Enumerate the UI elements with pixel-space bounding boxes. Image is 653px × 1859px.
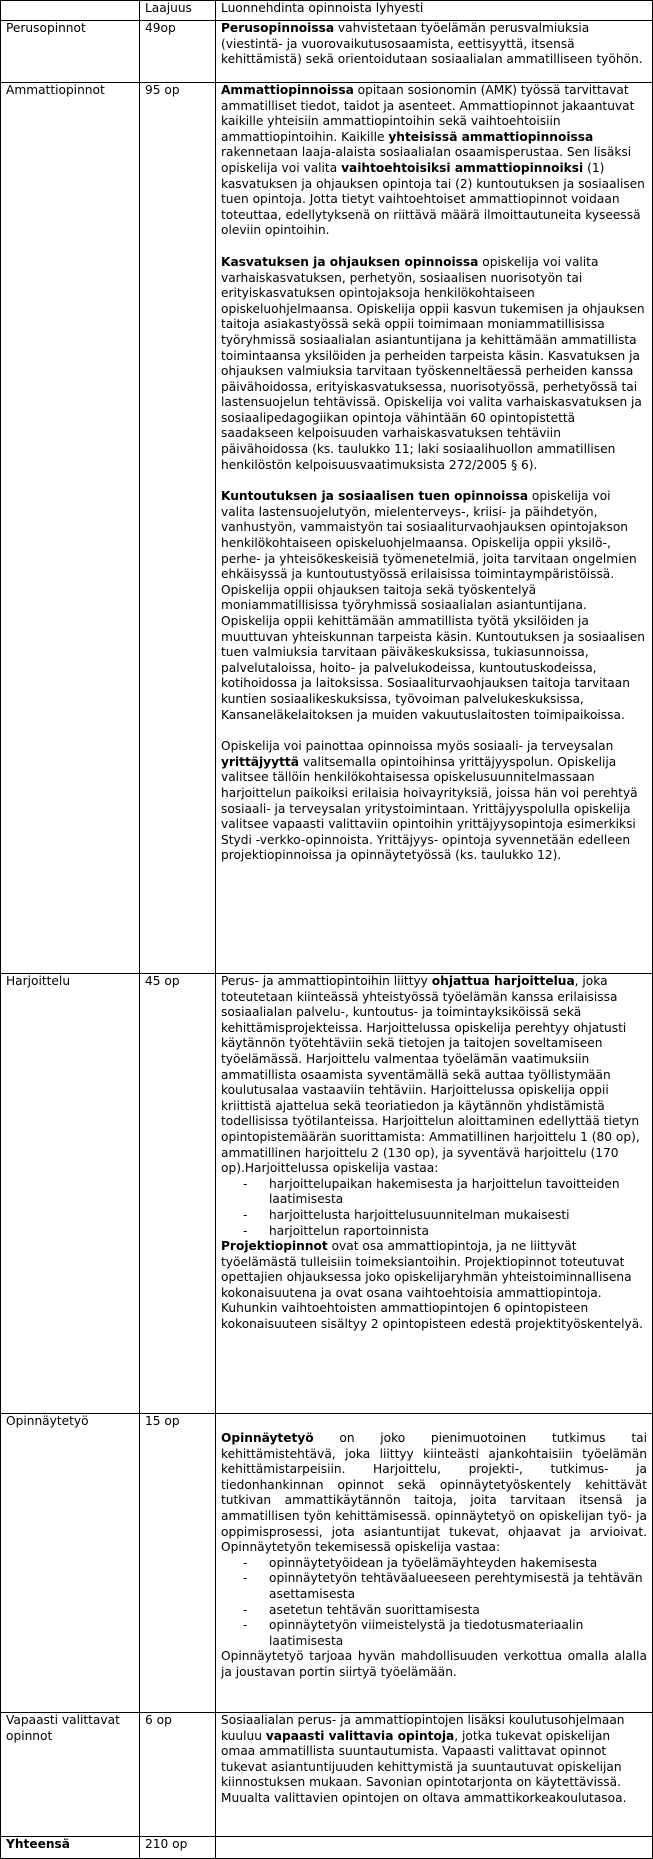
description-paragraph — [221, 21, 647, 68]
paragraph-text: valitsemalla opintoihinsa yrittäjyyspolun. Opiskelija valitsee tällöin henkilökohtaisessa opiskelusuunnitelmassaan harjoittelun paikoiksi erilaisia hoivayrityksiä, joissa hän voi perehtyä sosiaali- ja terveysalan yritystoimintaan. Yrittäjyyspolulla opiskelija valitsee vapaasti valittaviin opintoihin yrittäjyysopintoja esimerkiksi Stydi -verkko-opinnoista. Yrittäjyys- opintoja syvennetään edelleen projektiopinnoissa ja opinnäytetyössä (ks. taulukko 12). — [221, 754, 638, 863]
paragraph-text: opiskelija voi valita lastensuojelutyön, mielenterveys-, kriisi- ja päihdetyön, vanhustyön, vammaistyön tai sosiaaliturvaohjauksen opintojakson henkilökohtaiseen opiskeluohjelmaansa. Opiskelija oppii yksilö-, perhe- ja yhteisökeskeisiä työmenetelmiä, joita tarvitaan ongelmien ehkäisyssä ja kuntoutustyössä erilaisissa toimintaympäristöissä. Opiskelija oppii ohjauksen taitoja sekä työskentelyä moniammatillisissa työryhmissä sosiaalialan asiantuntijana. Opiskelija oppii kehittämään ammatillista työtä yksilöiden ja muuttuvan yhteiskunnan tarpeista käsin. Kuntoutuksen ja sosiaalisen tuen valmiuksia tarvitaan päiväkeskuksissa, tukiasunnoissa, palvelutaloissa, hoito- ja palvelukodeissa, kuntoutuskodeissa, kotihoidossa ja laitoksissa. Sosiaaliturvaohjauksen taitoja tarvitaan kuntien sosiaalikeskuksissa, työvoiman palvelukeskuksissa, Kansaneläkelaitoksen ja muiden vakuutuslaitosten toimipaikoissa. — [221, 489, 645, 722]
paragraph-text: rakennetaan laaja-alaista sosiaalialan osaamisperustaa. Sen lisäksi opiskelija voi valita — [221, 145, 632, 175]
paragraph-text: opitaan sosionomin (AMK) työssä tarvittavat ammatilliset tiedot, taidot ja asenteet. Ammattiopinnot jakaantuvat kaikille yhteisiin ammattiopintoihin sekä vaihtoehtoisiin ammattiopintoihin. Kaikille — [221, 83, 635, 144]
header-credits: Laajuus — [140, 1, 216, 21]
responsibility-list — [221, 1177, 647, 1239]
paragraph-text: Sosiaalialan perus- ja ammattiopintojen lisäksi koulutusohjelmaan kuuluu — [221, 1713, 625, 1743]
bold-term: Projektiopinnot — [221, 1239, 328, 1254]
row-description — [216, 21, 653, 83]
paragraph-text: , joka toteutetaan kiinteässä yhteistyössä työelämän kanssa erilaisissa sosiaalialan palvelu-, kuntoutus- ja toimintayksiköissä sekä kehittämisprojekteissa. Harjoittelussa opiskelija perehtyy ohjatusti käytännön työtehtäviin sekä tietojen ja taitojen soveltamiseen työelämässä. Harjoittelu valmentaa työelämän vaatimuksiin ammatillista osaamista syventämällä sekä auttaa työllistymään koulutusalaa vastaaviin tehtäviin. Harjoittelussa opiskelija oppii kriittistä ajattelua sekä teoriatiedon ja käytännön yhdistämistä todellisissa työtilanteissa. Harjoittelun aloittaminen edellyttää tietyn opintopistemäärän suorittamista: Ammatillinen harjoittelu 1 (80 op), ammatillinen harjoittelu 2 (130 op), ja syventävä harjoittelu (170 op).Harjoittelussa opiskelija vastaa: — [221, 974, 640, 1176]
header-description: Luonnehdinta opinnoista lyhyesti — [216, 1, 653, 21]
header-row — [1, 1, 653, 21]
description-paragraph — [221, 1431, 647, 1556]
row-description — [216, 83, 653, 974]
paragraph-text: Opiskelija voi painottaa opinnoissa myös sosiaali- ja terveysalan — [221, 739, 614, 754]
description-paragraph — [221, 974, 647, 1177]
bold-term: Kasvatuksen ja ohjauksen opinnoissa — [221, 254, 479, 269]
list-item: - harjoittelusta harjoittelusuunnitelman mukaisesti — [243, 1208, 647, 1224]
table-row-opinnaytetyo — [1, 1414, 653, 1713]
paragraph-text: Perus- ja ammattiopintoihin liittyy — [221, 974, 432, 988]
row-credits: 15 op — [140, 1414, 216, 1713]
table-row-vapaasti-valittavat — [1, 1713, 653, 1837]
bold-term: Ammattiopinnoissa — [221, 83, 354, 97]
row-description — [216, 974, 653, 1414]
description-paragraph — [221, 1239, 647, 1333]
table-row-ammattiopinnot — [1, 83, 653, 974]
row-description — [216, 1414, 653, 1713]
total-description — [216, 1837, 653, 1859]
paragraph-text: opiskelija voi valita varhaiskasvatuksen, perhetyön, sosiaalisen nuorisotyön tai erityiskasvatuksen opintojaksoja henkilökohtaiseen opiskeluohjelmaansa. Opiskelija oppii kasvun tukemisen ja ohjauksen taitoja asiakastyössä sekä oppii toimimaan moniammatillisissa työryhmissä sosiaalialan asiantuntijana ja kehittämään ammatillista toimintaansa yksilöiden ja perheiden tarpeista käsin. Kasvatuksen ja ohjauksen valmiuksia tarvitaan työskenneltäessä perheiden kanssa päivähoidossa, erityiskasvatuksessa, nuorisotyössä, perhetyössä tai lastensuojelun tehtävissä. Opiskelija voi valita varhaiskasvatuksen ja sosiaalipedagogiikan opintoja vähintään 60 opintopistettä saadakseen kelpoisuuden varhaiskasvatuksen tehtäviin päivähoidossa (ks. taulukko 11; laki sosiaalihuollon ammatillisen henkilöstön kelpoisuusvaatimuksista 272/2005 § 6). — [221, 254, 645, 472]
row-credits: 45 op — [140, 974, 216, 1414]
description-paragraph — [221, 255, 647, 473]
bold-term: Opinnäytetyö — [221, 1431, 314, 1445]
row-credits: 49op — [140, 21, 216, 83]
table-row-harjoittelu — [1, 974, 653, 1414]
description-paragraph — [221, 739, 647, 864]
row-category: Opinnäytetyö — [1, 1414, 140, 1713]
list-item: - opinnäytetyöidean ja työelämäyhteyden hakemisesta — [243, 1556, 647, 1572]
row-category: Harjoittelu — [1, 974, 140, 1414]
paragraph-text: (1) kasvatuksen ja ohjauksen opintoja tai (2) kuntoutuksen ja sosiaalisen tuen opintoja. Jotta tietyt vaihtoehtoiset ammattiopinnot voidaan toteuttaa, edellytyksenä on riittävä määrä ilmoittautuneita kyseessä oleviin opintoihin. — [221, 160, 645, 238]
row-credits: 6 op — [140, 1713, 216, 1837]
header-category — [1, 1, 140, 21]
list-item: - asetetun tehtävän suorittamisesta — [243, 1603, 647, 1619]
paragraph-text: vahvistetaan työelämän perusvalmiuksia (viestintä- ja vuorovaikutusosaamista, eettisyyttä, itsensä kehittämistä) sekä orientoidutaan sosiaalialan ammatilliseen työhön. — [221, 21, 643, 67]
paragraph-text: on joko pienimuotoinen tutkimus tai kehittämistehtävä, joka liittyy kiinteästi ajankohtaisiin työelämän kehittämistarpeisiin. Harjoittelu, projekti-, tutkimus- ja tiedonhankinnan opinnot sekä opinnäytetyöskentely kehittävät tutkivan ammattikäytännön taitoja, joita tarvitaan itsensä ja ammatillisen työn kehittämisessä. opinnäytetyö on opiskelijan työ- ja oppimisprosessi, jota asiantuntijat tukevat, ohjaavat ja arvioivat. Opinnäytetyön tekemisessä opiskelija vastaa: — [221, 1431, 647, 1555]
bold-term: ohjattua harjoittelua — [431, 974, 575, 988]
total-label: Yhteensä — [1, 1837, 140, 1859]
paragraph-text: , jotka tukevat opiskelijan omaa ammatillista suuntautumista. Vapaasti valittavat opinnot tukevat asiantuntijuuden kehittymistä ja suuntautuvat opiskelijan kiinnostuksen mukaan. Savonian opintotarjonta on käytettävissä. Muualta valittavien opintojen on oltava ammattikorkeakoulutasoa. — [221, 1728, 627, 1805]
paragraph-text: ovat osa ammattiopintoja, ja ne liittyvät työelämästä tulleisiin toimeksiantoihin. Projektiopinnot toteutuvat opettajien ohjauksessa joko opiskelijaryhmän yhteistoiminnallisena kokonaisuutena ja ovat osana vaihtoehtoisia ammattiopintoja. Kuhunkin vaihtoehtoisten ammattiopintojen 6 opintopisteen kokonaisuuteen sisältyy 2 opintopisteen edestä projektityöskentelyä. — [221, 1239, 644, 1332]
row-category: Vapaasti valittavat opinnot — [1, 1713, 140, 1837]
bold-term: vaihtoehtoisiksi ammattiopinnoiksi — [341, 160, 584, 175]
list-item: - opinnäytetyön viimeistelystä ja tiedotusmateriaalin laatimisesta — [243, 1618, 647, 1649]
table-row-perusopinnot — [1, 21, 653, 83]
list-item: - harjoittelupaikan hakemisesta ja harjoittelun tavoitteiden laatimisesta — [243, 1177, 647, 1208]
description-paragraph — [221, 1713, 647, 1807]
bold-term: Kuntoutuksen ja sosiaalisen tuen opinnoissa — [221, 489, 529, 504]
row-description — [216, 1713, 653, 1837]
description-paragraph — [221, 489, 647, 723]
bold-term: vapaasti valittavia opintoja — [265, 1728, 455, 1743]
row-category: Ammattiopinnot — [1, 83, 140, 974]
bold-term: Perusopinnoissa — [221, 21, 335, 35]
description-paragraph — [221, 83, 647, 239]
total-credits: 210 op — [140, 1837, 216, 1859]
bold-term: yhteisissä ammattiopinnoissa — [388, 129, 594, 144]
row-credits: 95 op — [140, 83, 216, 974]
description-paragraph: Opinnäytetyö tarjoaa hyvän mahdollisuuden verkottua omalla alalla ja joustavan portin siirtyä työelämään. — [221, 1649, 647, 1679]
row-category: Perusopinnot — [1, 21, 140, 83]
table-row-total — [1, 1837, 653, 1859]
list-item: - harjoittelun raportoinnista — [243, 1224, 647, 1240]
bold-term: yrittäjyyttä — [221, 754, 299, 769]
list-item: - opinnäytetyön tehtäväalueeseen perehtymisestä ja tehtävän asettamisesta — [243, 1571, 647, 1602]
responsibility-list — [221, 1556, 647, 1650]
